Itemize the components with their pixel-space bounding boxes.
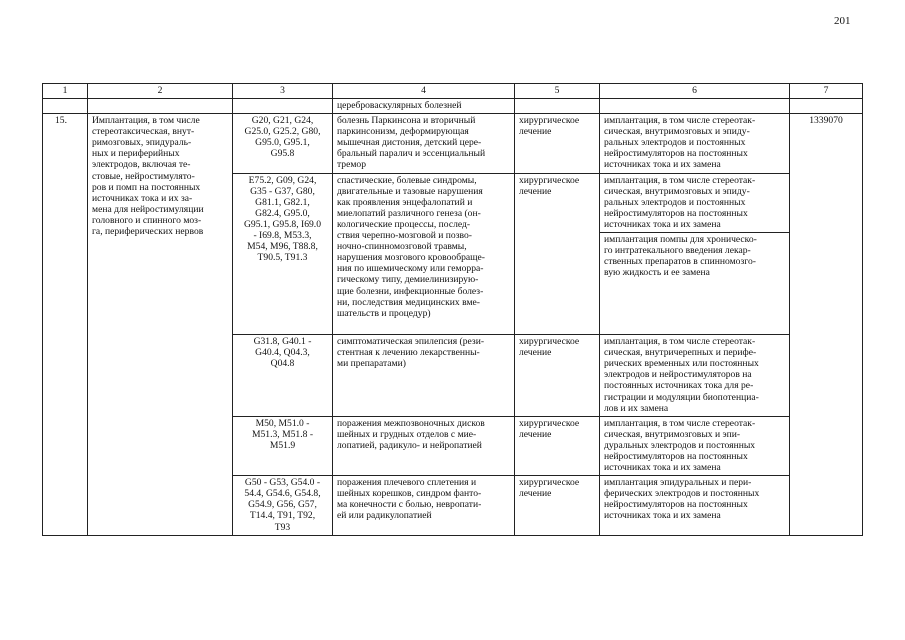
treatment-type: хирургическое лечение — [515, 173, 600, 334]
treatment-method: имплантация, в том числе стереотак- сическая, внутримозговых и эпиду- ральных электродов и постоянных нейростимуляторов на постоянных источниках тока и их замена — [600, 173, 790, 232]
medical-care-table — [42, 83, 863, 536]
row-number: 15. — [43, 114, 88, 536]
icd-codes: G20, G21, G24, G25.0, G25.2, G80, G95.0, G95.1, G95.8 — [233, 114, 333, 173]
treatment-method: имплантация, в том числе стереотак- сическая, внутримозговых и эпиду- ральных электродов и постоянных нейростимуляторов на постоянных источниках тока и их замена — [600, 114, 790, 173]
column-number: 2 — [88, 84, 233, 99]
intervention-name: Имплантация, в том числе стереотаксическая, внут- римозговых, эпидураль- ных и периферийных электродов, включая те- стовые, нейростимулято- ров и помп на постоянных источниках тока и их за- мена для нейростимуляции головного и спинного моз- га, периферических нервов — [88, 114, 233, 536]
table-row — [43, 114, 863, 173]
column-number: 3 — [233, 84, 333, 99]
page-number: 201 — [834, 15, 851, 27]
column-number: 6 — [600, 84, 790, 99]
diagnosis: поражения плечевого сплетения и шейных корешков, синдром фанто- ма конечности с болью, невропати- ей или радикулопатией — [333, 476, 515, 535]
icd-codes: G31.8, G40.1 - G40.4, Q04.3, Q04.8 — [233, 335, 333, 417]
treatment-method: имплантация помпы для хроническо- го интратекального введения лекар- ственных препаратов в спинномозго- вую жидкость и ее замена — [600, 233, 790, 335]
icd-codes: G50 - G53, G54.0 - 54.4, G54.6, G54.8, G54.9, G56, G57, T14.4, T91, T92, T93 — [233, 476, 333, 535]
diagnosis: болезнь Паркинсона и вторичный паркинсонизм, деформирующая мышечная дистония, детский цере- бральный паралич и эссенциальный тремор — [333, 114, 515, 173]
continuation-diagnosis: цереброваскулярных болезней — [333, 99, 515, 114]
column-number-row — [43, 84, 863, 99]
price-value: 1339070 — [790, 114, 863, 536]
treatment-method: имплантация эпидуральных и пери- ферических электродов и постоянных нейростимуляторов на постоянных источниках тока и их замена — [600, 476, 790, 535]
treatment-type: хирургическое лечение — [515, 416, 600, 475]
icd-codes: E75.2, G09, G24, G35 - G37, G80, G81.1, G82.1, G82.4, G95.0, G95.1, G95.8, I69.0 - I69.8, M53.3, M54, M96, T88.8, T90.5, T91.3 — [233, 173, 333, 334]
treatment-type: хирургическое лечение — [515, 114, 600, 173]
treatment-type: хирургическое лечение — [515, 476, 600, 535]
column-number: 7 — [790, 84, 863, 99]
column-number: 1 — [43, 84, 88, 99]
treatment-type: хирургическое лечение — [515, 335, 600, 417]
diagnosis: симптоматическая эпилепсия (рези- стентная к лечению лекарственны- ми препаратами) — [333, 335, 515, 417]
treatment-method: имплантация, в том числе стереотак- сическая, внутричерепных и перифе- рических временных или постоянных электродов и нейростимуляторов на постоянных источниках тока для ре- гистрации и модуляции биопотенциа- лов и их замена — [600, 335, 790, 417]
diagnosis: спастические, болевые синдромы, двигательные и тазовые нарушения как проявления энцефалопатий и миелопатий различного генеза (он- кологические процессы, послед- ствия черепно-мозговой и позво- ночно-спинномозговой травмы, нарушения мозгового кровообраще- ния по ишемическому или геморра- гическому типу, демиелинизирую- щие болезни, инфекционные болез- ни, последствия медицинских вме- шательств и процедур) — [333, 173, 515, 334]
treatment-method: имплантация, в том числе стереотак- сическая, внутримозговых и эпи- дуральных электродов и постоянных нейростимуляторов на постоянных источниках тока и их замена — [600, 416, 790, 475]
diagnosis: поражения межпозвоночных дисков шейных и грудных отделов с мие- лопатией, радикуло- и нейропатией — [333, 416, 515, 475]
icd-codes: M50, M51.0 - M51.3, M51.8 - M51.9 — [233, 416, 333, 475]
column-number: 4 — [333, 84, 515, 99]
continuation-row — [43, 99, 863, 114]
column-number: 5 — [515, 84, 600, 99]
